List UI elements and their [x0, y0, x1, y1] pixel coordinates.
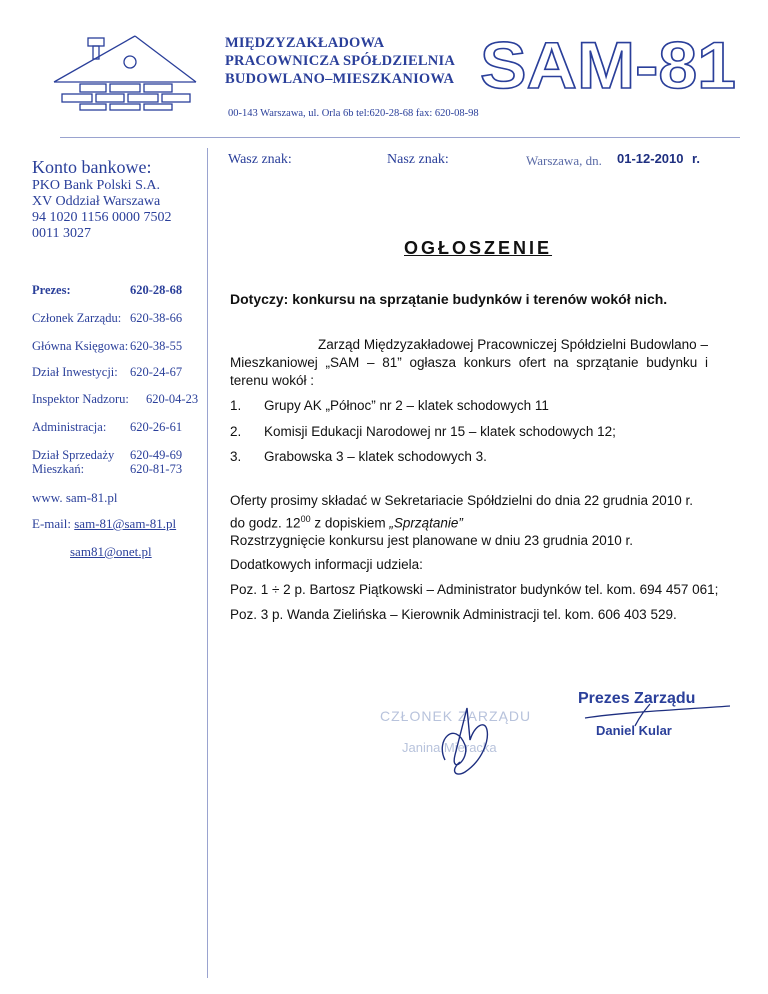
list-item-number: 2.: [230, 424, 242, 439]
website-link[interactable]: www. sam-81.pl: [32, 490, 118, 505]
list-item-text: Komisji Edukacji Narodowej nr 15 – klatek schodowych 12;: [264, 424, 616, 439]
offers-label: „Sprzątanie”: [389, 515, 463, 531]
our-reference-label: Nasz znak:: [387, 152, 449, 167]
contact-label: Dział Sprzedaży: [32, 448, 115, 462]
email-row: [32, 516, 176, 532]
contact-person-1: Poz. 1 ÷ 2 p. Bartosz Piątkowski – Administrator budynków tel. kom. 694 457 061;: [230, 582, 719, 597]
city-date-label: Warszawa, dn.: [526, 153, 602, 168]
bank-name: PKO Bank Polski S.A.: [32, 178, 160, 193]
list-item-number: 3.: [230, 449, 242, 464]
date-suffix: r.: [692, 151, 700, 166]
contact-label: Prezes:: [32, 283, 71, 297]
contact-phone: 620-28-68: [130, 283, 183, 297]
email-link-secondary[interactable]: sam81@onet.pl: [70, 544, 152, 559]
brand-logo: [480, 32, 738, 94]
logo-house-icon: [50, 32, 200, 112]
contact-row: [32, 392, 199, 407]
contact-row: [32, 339, 183, 354]
subject-line: Dotyczy: konkursu na sprzątanie budynków i terenów wokół nich.: [230, 291, 668, 307]
bank-account-details: [32, 178, 171, 242]
organization-name: [225, 34, 455, 88]
time-superscript: 00: [300, 514, 311, 524]
decision-date: Rozstrzygnięcie konkursu jest planowane w dniu 23 grudnia 2010 r.: [230, 533, 633, 548]
bank-branch: XV Oddział Warszawa: [32, 194, 161, 209]
contact-row: [32, 462, 183, 477]
bank-account-number: 94 1020 1156 0000 7502: [32, 210, 172, 225]
contact-label: Mieszkań:: [32, 462, 85, 476]
header-divider: [60, 137, 740, 138]
info-heading: Dodatkowych informacji udziela:: [230, 557, 423, 572]
email-label: E-mail:: [32, 516, 71, 531]
president-stamp-title: Prezes Zarządu: [578, 690, 696, 707]
contact-phone: 620-81-73: [130, 462, 183, 476]
contact-phone: 620-49-69: [130, 448, 183, 462]
contact-phone: 620-38-66: [130, 311, 183, 325]
contact-row: [32, 365, 183, 380]
board-member-stamp-title: CZŁONEK ZARZĄDU: [380, 708, 532, 724]
contact-label: Inspektor Nadzoru:: [32, 392, 129, 406]
org-name-line1: MIĘDZYZAKŁADOWA: [225, 35, 385, 51]
contact-phone: 620-24-67: [130, 365, 183, 379]
list-item-text: Grupy AK „Północ” nr 2 – klatek schodowych 11: [264, 398, 549, 413]
contact-row: [32, 420, 183, 435]
list-item-number: 1.: [230, 398, 242, 413]
company-address: 00-143 Warszawa, ul. Orla 6b tel:620-28-68 fax: 620-08-98: [228, 108, 479, 119]
list-item-text: Grabowska 3 – klatek schodowych 3.: [264, 449, 487, 464]
president-stamp-name: Daniel Kular: [596, 723, 672, 738]
letter-date: 01-12-2010: [617, 151, 684, 166]
bank-account-title: Konto bankowe:: [32, 157, 152, 177]
contact-label: Dział Inwestycji:: [32, 365, 118, 379]
offers-text: Oferty prosimy składać w Sekretariacie Spółdzielni do dnia 22 grudnia 2010 r. do godz. 12: [230, 493, 693, 531]
org-name-line3: BUDOWLANO–MIESZKANIOWA: [225, 71, 455, 87]
contact-label: Członek Zarządu:: [32, 311, 122, 325]
intro-paragraph: Zarząd Międzyzakładowej Pracowniczej Spółdzielni Budowlano – Mieszkaniowej „SAM – 81” ogłasza konkurs ofert na sprzątanie budynku i terenu wokół :: [230, 337, 708, 388]
contact-row: [32, 448, 183, 463]
contact-person-2: Poz. 3 p. Wanda Zielińska – Kierownik Administracji tel. kom. 606 403 529.: [230, 607, 677, 622]
org-name-line2: PRACOWNICZA SPÓŁDZIELNIA: [225, 53, 455, 69]
contact-row: [32, 311, 183, 326]
contact-phone: 620-26-61: [130, 420, 183, 434]
bank-account-number-cont: 0011 3027: [32, 226, 91, 241]
brand-text: SAM-81: [480, 32, 736, 94]
column-divider: [207, 148, 208, 978]
your-reference-label: Wasz znak:: [228, 152, 292, 167]
contact-phone: 620-38-55: [130, 339, 183, 353]
notice-title: OGŁOSZENIE: [404, 238, 553, 258]
offers-text-cont: z dopiskiem: [310, 515, 390, 531]
contact-row: [32, 283, 183, 298]
signature-board-member: [425, 700, 535, 780]
email-row: [70, 544, 152, 560]
email-link[interactable]: sam-81@sam-81.pl: [74, 516, 177, 531]
contact-phone: 620-04-23: [146, 392, 199, 406]
board-member-stamp-name: Janina Mieracka: [402, 740, 497, 755]
offers-paragraph: [230, 492, 708, 533]
contact-label: Główna Księgowa:: [32, 339, 129, 353]
contact-label: Administracja:: [32, 420, 107, 434]
